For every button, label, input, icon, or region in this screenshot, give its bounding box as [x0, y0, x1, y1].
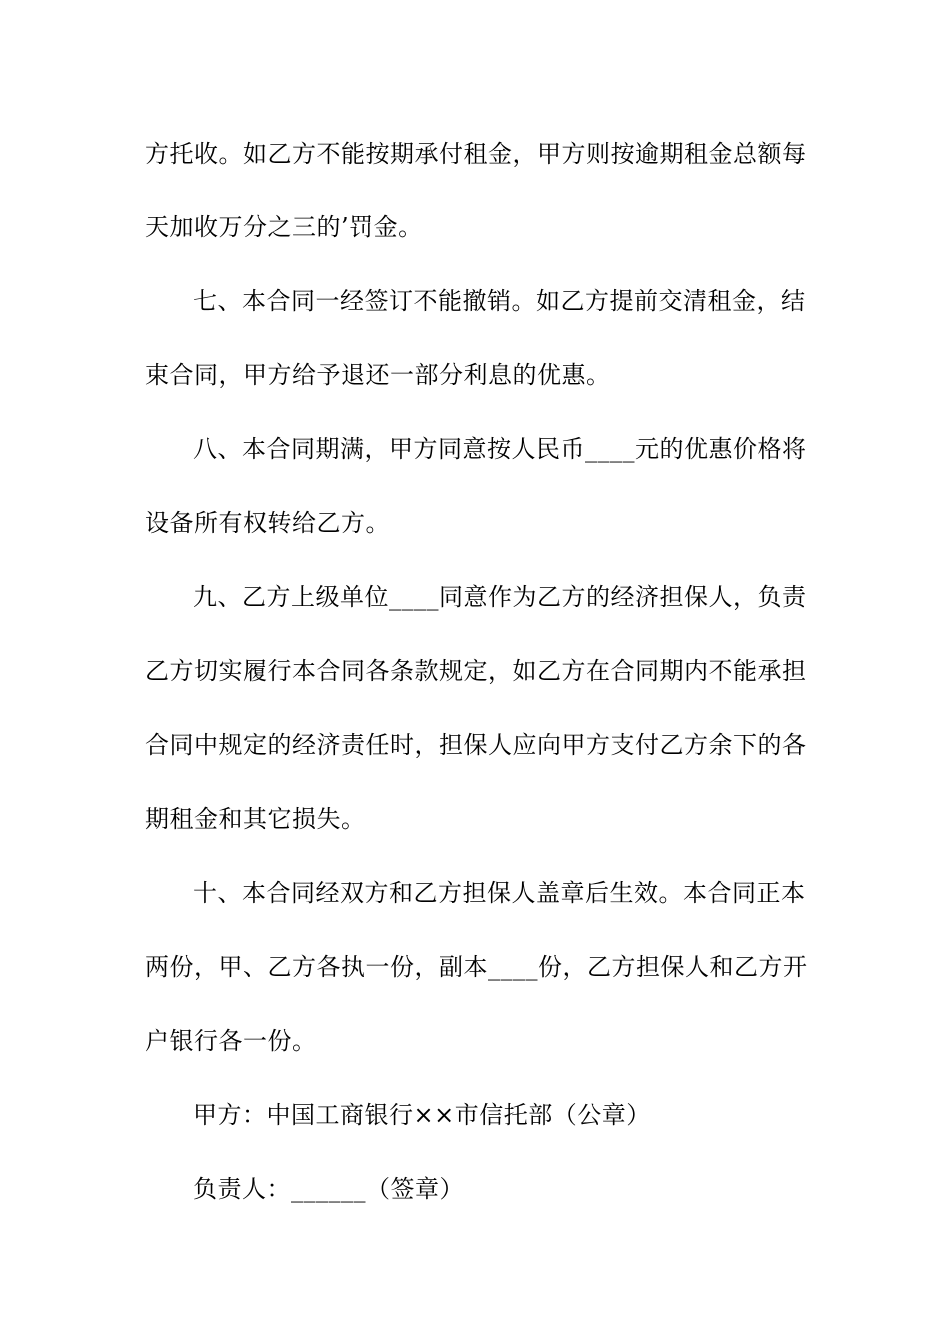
paragraph-line: 八、本合同期满，甲方同意按人民币____元的优惠价格将: [193, 435, 807, 463]
paragraph-line: 设备所有权转给乙方。: [145, 509, 390, 537]
paragraph-line: 七、本合同一经签订不能撤销。如乙方提前交清租金，结: [193, 287, 806, 315]
paragraph-line: 方托收。如乙方不能按期承付租金，甲方则按逾期租金总额每: [145, 140, 807, 168]
paragraph-line: 九、乙方上级单位____同意作为乙方的经济担保人，负责: [193, 583, 807, 611]
paragraph-line: 束合同，甲方给予退还一部分利息的优惠。: [145, 361, 611, 389]
paragraph-line: 期租金和其它损失。: [145, 805, 366, 833]
paragraph-line: 十、本合同经双方和乙方担保人盖章后生效。本合同正本: [193, 879, 806, 907]
signature-party-a: 甲方：中国工商银行××市信托部（公章）: [193, 1101, 651, 1129]
paragraph-line: 乙方切实履行本合同各条款规定，如乙方在合同期内不能承担: [145, 657, 807, 685]
signature-responsible-person: 负责人：______（签章）: [193, 1175, 464, 1203]
paragraph-line: 户银行各一份。: [145, 1027, 317, 1055]
paragraph-line: 天加收万分之三的’罚金。: [145, 213, 423, 241]
paragraph-line: 两份，甲、乙方各执一份，副本____份，乙方担保人和乙方开: [145, 953, 808, 981]
paragraph-line: 合同中规定的经济责任时，担保人应向甲方支付乙方余下的各: [145, 731, 807, 759]
